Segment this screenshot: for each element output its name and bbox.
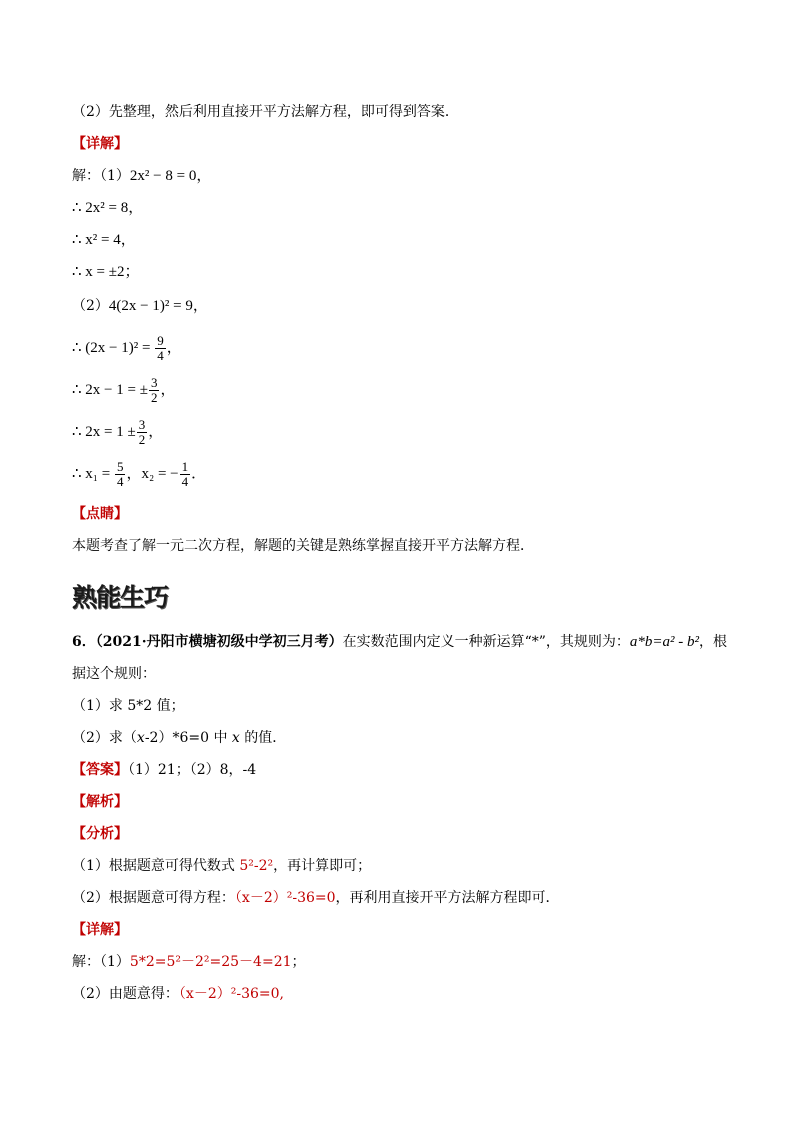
sub2-part-a: （2）求（	[72, 730, 137, 746]
fraction-3-2	[149, 376, 160, 405]
fenxi2-equation: （x－2）²-36=0	[234, 890, 336, 906]
equation-1: 2x² − 8 = 0，	[129, 168, 212, 184]
fenxi-label: 【分析】	[72, 826, 128, 842]
eq5-prefix: （2）	[72, 298, 109, 314]
equation-3: ∴ x² = 4，	[72, 232, 136, 248]
eq9-x1: ∴ x₁ =	[72, 465, 111, 482]
fenxi-line-1	[72, 856, 371, 876]
sol1-equation: 5*2=5²－2²=25－4=21	[129, 954, 292, 970]
eq8-numerator: 3	[138, 417, 146, 432]
analysis-label: 【解析】	[72, 794, 128, 810]
section-title: 熟能生巧	[72, 583, 169, 612]
fenxi1-expression: 5²-2²	[239, 858, 274, 874]
sol1-prefix: 解：（1）	[72, 954, 130, 970]
stem-part-a: 在实数范围内定义一种新运算“*”，其规则为：	[342, 634, 630, 650]
eq8-denominator: 2	[138, 432, 146, 447]
solution-line-5	[72, 296, 208, 316]
intro-text: （2）先整理，然后利用直接开平方法解方程，即可得到答案．	[72, 104, 459, 120]
question-number: 6．	[72, 634, 96, 650]
equation-4: ∴ x = ±2；	[72, 264, 140, 280]
eq8-left: ∴ 2x = 1 ±	[72, 423, 136, 440]
eq6-denominator: 4	[157, 348, 164, 363]
equation-5: 4(2x − 1)² = 9，	[108, 298, 208, 314]
comment-label: 【点睛】	[72, 506, 128, 522]
solve-prefix: 解：（1）	[72, 168, 130, 184]
fraction-1-4	[180, 460, 191, 489]
sub2-variable-2: x	[231, 730, 240, 746]
fraction-3-2b	[137, 418, 148, 447]
sol2-prefix: （2）由题意得：	[72, 986, 179, 1002]
eq6-left: ∴ (2x − 1)² =	[72, 339, 151, 356]
fenxi2-part-c: ，再利用直接开平方法解方程即可．	[335, 890, 560, 906]
equation-8: ∴ 2x = 1 ± $\frac{3}{2}$ ，	[72, 417, 164, 447]
eq6-numerator: 9	[157, 333, 164, 348]
eq9-denominator-2: 4	[181, 474, 189, 489]
fenxi2-part-a: （2）根据题意可得方程：	[72, 890, 235, 906]
sub-question-2	[72, 728, 286, 748]
detail-label: 【详解】	[72, 136, 128, 152]
sub-question-1: （1）求 5*2 值；	[72, 698, 185, 714]
answer-text: （1）21；（2）8，-4	[128, 762, 257, 778]
eq7-numerator: 3	[150, 375, 158, 390]
question-6-stem	[72, 632, 727, 652]
solution-line-1	[72, 166, 211, 186]
solution-6-line-2	[72, 984, 284, 1004]
eq7-denominator: 2	[150, 390, 158, 405]
comment-text: 本题考查了解一元二次方程，解题的关键是熟练掌握直接开平方法解方程．	[72, 538, 534, 554]
fenxi1-part-c: ，再计算即可；	[273, 858, 372, 874]
stem-part-b: ，根	[699, 634, 728, 650]
answer-line	[72, 760, 256, 780]
sub2-variable: x	[136, 730, 145, 746]
eq9-numerator-1: 5	[116, 459, 124, 474]
sub2-part-b: -2）*6=0 中	[144, 730, 232, 746]
solution-6-line-1	[72, 952, 306, 972]
operation-rule: a*b=a² - b²	[629, 634, 700, 650]
answer-label: 【答案】	[72, 762, 128, 778]
eq9-denominator-1: 4	[116, 474, 124, 489]
fraction-9-4	[155, 334, 166, 363]
eq9-x2: ，x₂ = −	[126, 465, 179, 482]
fenxi1-part-a: （1）根据题意可得代数式	[72, 858, 240, 874]
detail-label-2: 【详解】	[72, 922, 128, 938]
equation-9: ∴ x₁ = $\frac{5}{4}$ ，x₂ = − $\frac{1}{4}$ ．	[72, 459, 207, 489]
equation-7: ∴ 2x − 1 = ± $\frac{3}{2}$ ，	[72, 375, 176, 405]
sol2-equation: （x－2）²-36=0,	[178, 986, 284, 1002]
equation-6: ∴ (2x − 1)² = $\frac{9}{4}$ ，	[72, 333, 182, 363]
sol1-suffix: ；	[291, 954, 306, 970]
question-6-stem-cont: 据这个规则：	[72, 666, 156, 682]
fenxi-line-2	[72, 888, 560, 908]
question-source: （2021·丹阳市横塘初级中学初三月考）	[95, 634, 343, 650]
eq7-left: ∴ 2x − 1 = ±	[72, 381, 148, 398]
sub2-part-c: 的值．	[239, 730, 287, 746]
equation-2: ∴ 2x² = 8，	[72, 200, 144, 216]
fraction-5-4	[115, 460, 126, 489]
eq9-numerator-2: 1	[181, 459, 189, 474]
